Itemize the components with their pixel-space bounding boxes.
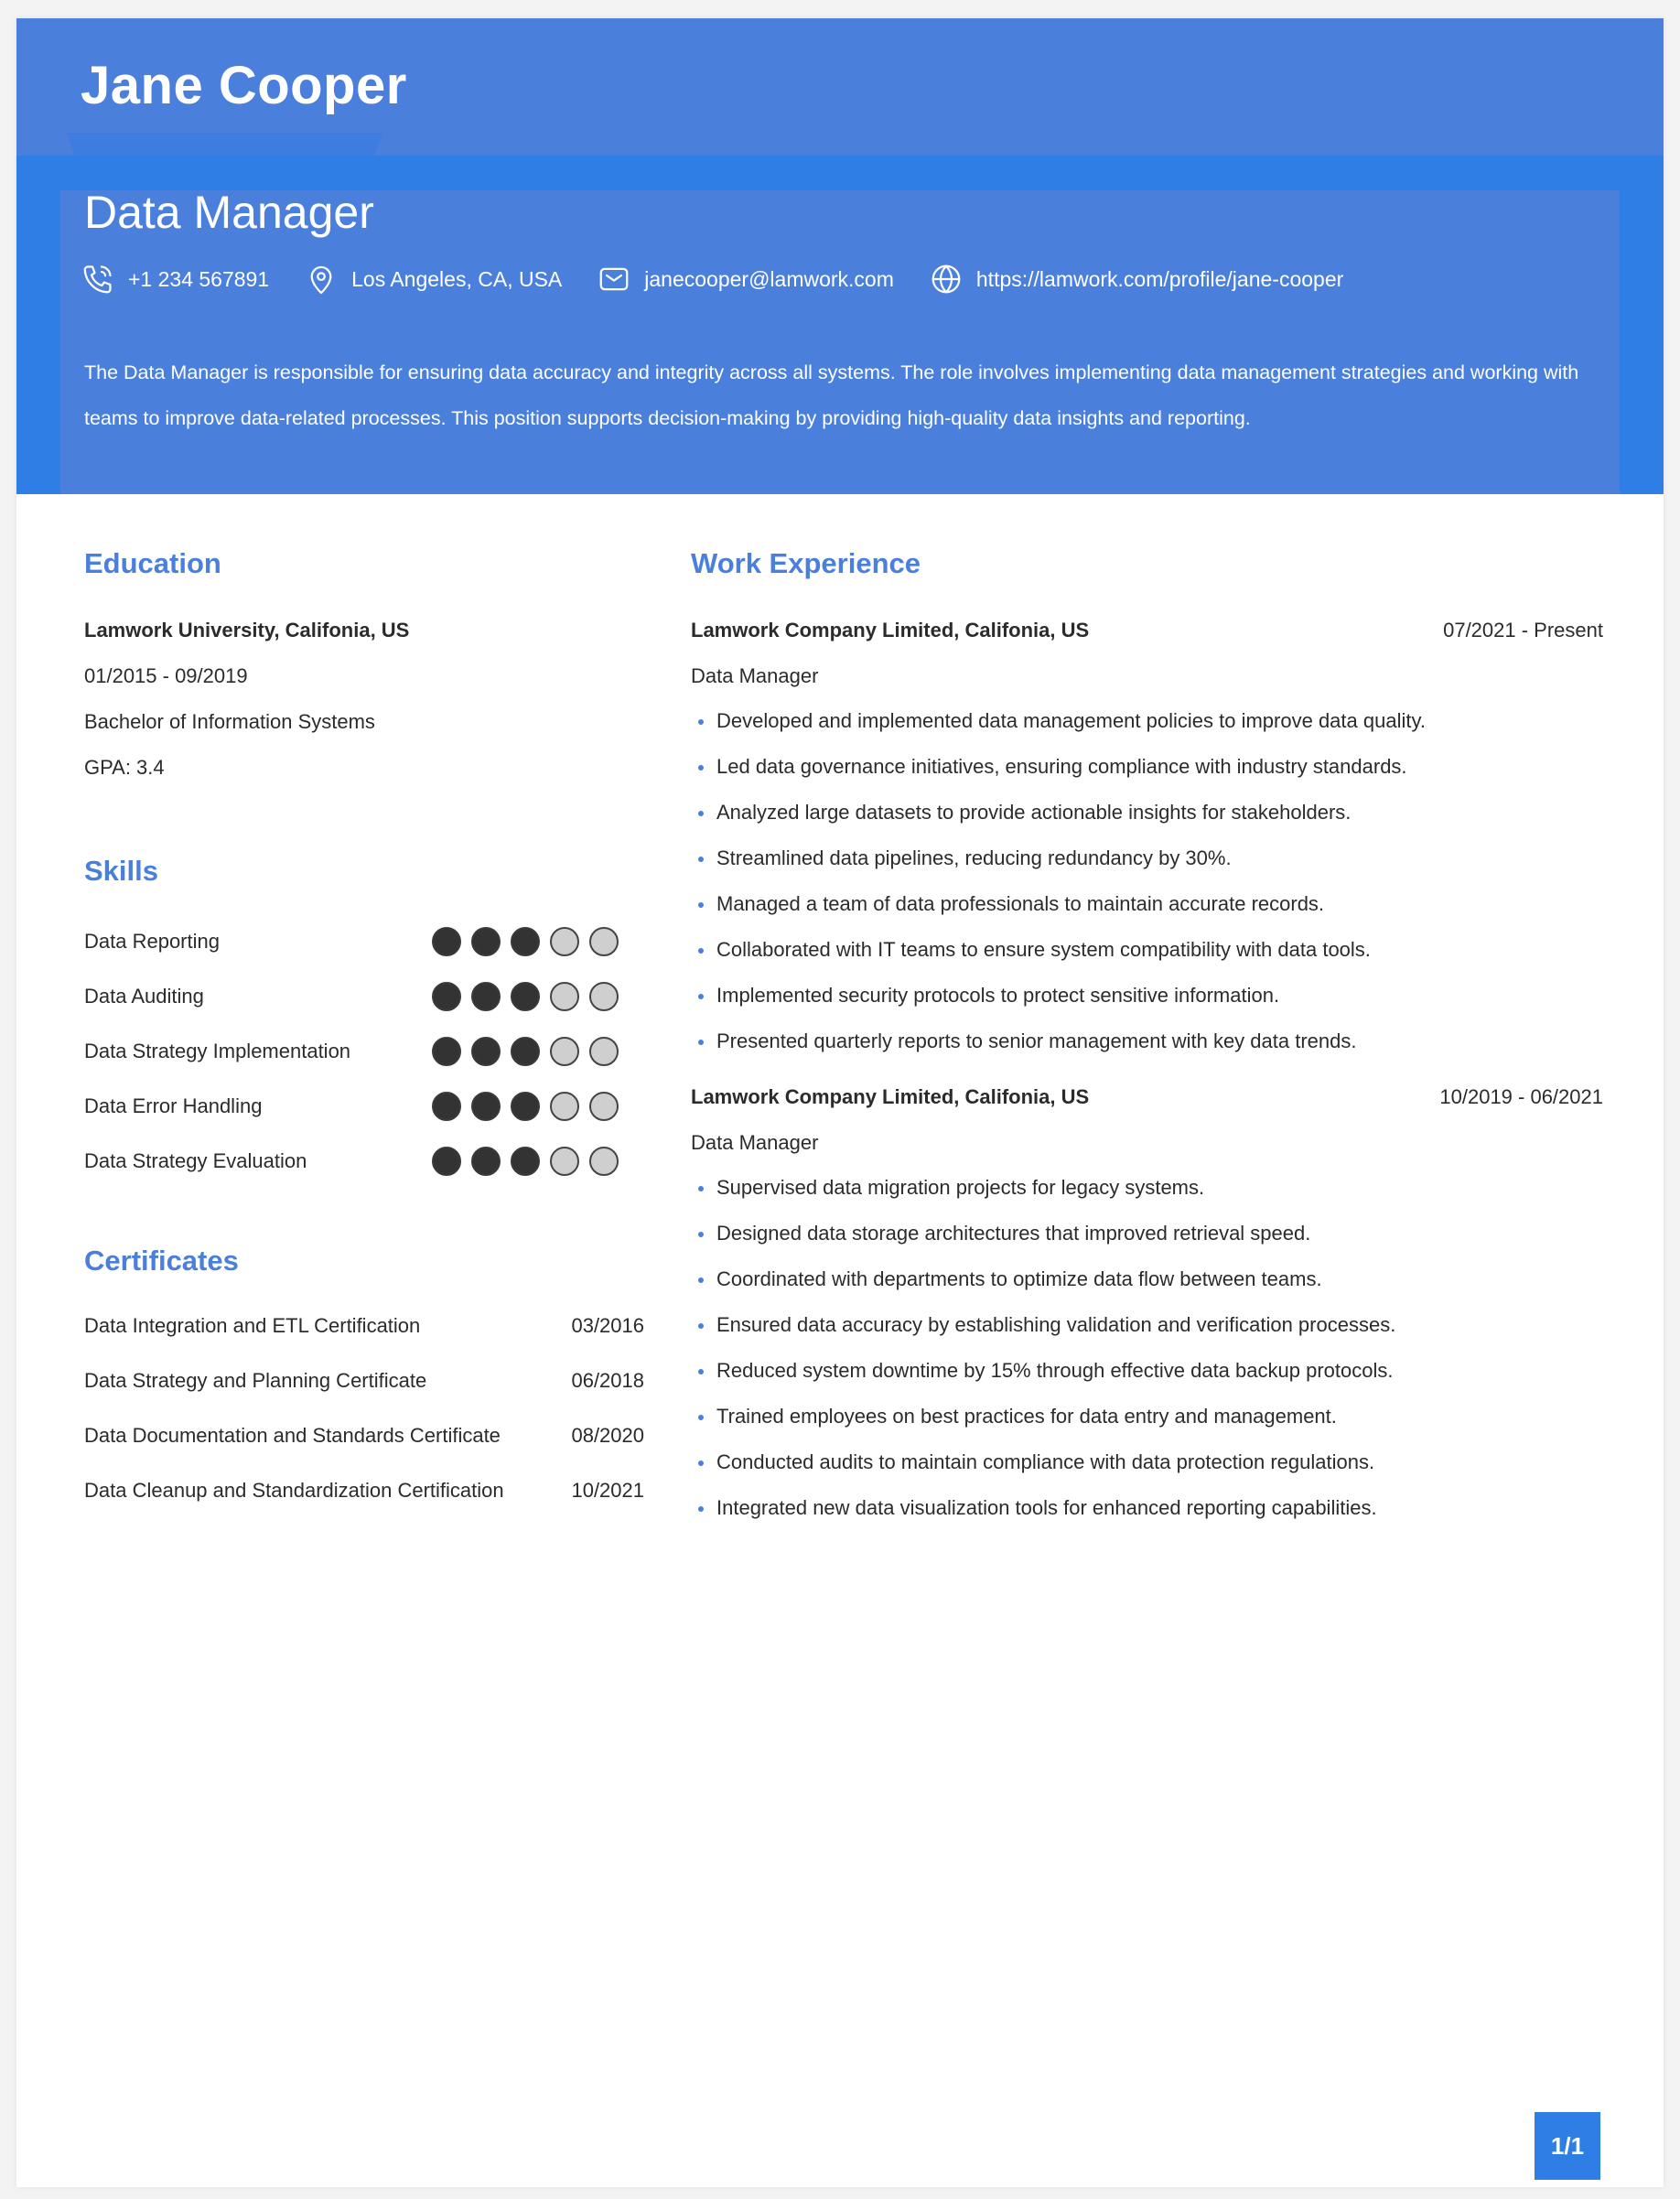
email-text: janecooper@lamwork.com [644,266,894,291]
list-item: Conducted audits to maintain compliance with data protection regulations. [691,1439,1624,1485]
page-indicator: 1/1 [1535,2112,1600,2180]
job-2-role: Data Manager [691,1131,819,1154]
certificate-row [84,1424,644,1461]
education-degree: Bachelor of Information Systems [84,710,375,733]
certificate-row [84,1369,644,1406]
skills-heading: Skills [84,855,158,887]
education-dates: 01/2015 - 09/2019 [84,664,248,687]
rating-dot-filled [511,982,540,1011]
certificate-name: Data Documentation and Standards Certificate [84,1424,501,1447]
contact-website[interactable] [929,262,1343,296]
candidate-name: Jane Cooper [81,56,407,115]
rating-dot-empty [589,982,619,1011]
skill-name: Data Strategy Evaluation [84,1149,307,1172]
rating-dot-filled [471,982,501,1011]
skill-row [84,1034,642,1071]
skill-row [84,1089,642,1126]
rating-dot-filled [432,1147,461,1176]
rating-dot-filled [511,1037,540,1066]
job-1-role: Data Manager [691,664,819,687]
contact-email[interactable] [597,262,894,296]
skill-rating [432,1147,629,1176]
certificates-heading: Certificates [84,1245,239,1277]
list-item: Led data governance initiatives, ensuring compliance with industry standards. [691,744,1624,790]
list-item: Managed a team of data professionals to maintain accurate records. [691,881,1624,927]
certificate-name: Data Integration and ETL Certification [84,1314,421,1337]
rating-dot-empty [589,1092,619,1121]
certificate-date: 06/2018 [571,1369,644,1392]
envelope-icon [597,262,631,296]
rating-dot-filled [432,1092,461,1121]
work-experience-heading: Work Experience [691,547,921,579]
job-2-dates: 10/2019 - 06/2021 [1439,1085,1603,1108]
rating-dot-filled [471,1147,501,1176]
skill-name: Data Strategy Implementation [84,1040,351,1062]
rating-dot-empty [589,1037,619,1066]
skill-name: Data Reporting [84,930,220,953]
rating-dot-empty [550,1147,579,1176]
skill-row [84,979,642,1016]
rating-dot-empty [550,927,579,956]
skill-rating [432,982,629,1011]
skill-rating [432,1092,629,1121]
list-item: Developed and implemented data management policies to improve data quality. [691,698,1624,744]
rating-dot-filled [511,1092,540,1121]
rating-dot-empty [589,927,619,956]
list-item: Presented quarterly reports to senior management with key data trends. [691,1019,1624,1064]
job-2-company: Lamwork Company Limited, Califonia, US [691,1085,1090,1108]
list-item: Reduced system downtime by 15% through effective data backup protocols. [691,1348,1624,1394]
rating-dot-empty [550,1092,579,1121]
skill-row [84,1144,642,1180]
resume-page [16,18,1664,2187]
certificate-name: Data Strategy and Planning Certificate [84,1369,427,1392]
list-item: Implemented security protocols to protect sensitive information. [691,973,1624,1019]
certificate-name: Data Cleanup and Standardization Certification [84,1479,504,1502]
rating-dot-filled [511,927,540,956]
job-1-bullets [691,698,1624,1064]
rating-dot-filled [432,927,461,956]
skill-rating [432,1037,629,1066]
profile-summary: The Data Manager is responsible for ensuring data accuracy and integrity across all systems. The role involves implementing data management strategies and working with teams to improve data-related processes. This position supports decision-making by providing high-quality data insights and reporting. [84,361,1579,429]
contact-phone[interactable] [81,262,269,296]
certificate-date: 03/2016 [571,1314,644,1337]
skill-name: Data Auditing [84,985,204,1008]
list-item: Ensured data accuracy by establishing validation and verification processes. [691,1302,1624,1348]
rating-dot-filled [471,927,501,956]
rating-dot-filled [511,1147,540,1176]
list-item: Collaborated with IT teams to ensure system compatibility with data tools. [691,927,1624,973]
contact-list [81,258,1378,300]
rating-dot-empty [550,1037,579,1066]
skill-rating [432,927,629,956]
list-item: Trained employees on best practices for data entry and management. [691,1394,1624,1439]
job-1-company: Lamwork Company Limited, Califonia, US [691,619,1090,641]
list-item: Integrated new data visualization tools for enhanced reporting capabilities. [691,1485,1624,1531]
rating-dot-filled [432,1037,461,1066]
rating-dot-filled [471,1037,501,1066]
rating-dot-filled [432,982,461,1011]
phone-text: +1 234 567891 [128,266,270,291]
job-title: Data Manager [84,187,374,238]
rating-dot-empty [550,982,579,1011]
education-gpa: GPA: 3.4 [84,756,165,779]
list-item: Designed data storage architectures that improved retrieval speed. [691,1211,1624,1256]
certificate-row [84,1314,644,1351]
location-pin-icon [304,262,339,296]
rating-dot-empty [589,1147,619,1176]
job-1-dates: 07/2021 - Present [1443,619,1603,641]
certificate-row [84,1479,644,1515]
list-item: Supervised data migration projects for legacy systems. [691,1165,1624,1211]
job-2-bullets [691,1165,1624,1531]
education-school: Lamwork University, Califonia, US [84,619,410,641]
location-text: Los Angeles, CA, USA [351,266,563,291]
phone-icon [81,262,115,296]
skill-name: Data Error Handling [84,1094,263,1117]
list-item: Analyzed large datasets to provide actionable insights for stakeholders. [691,790,1624,835]
certificate-date: 10/2021 [571,1479,644,1502]
certificate-date: 08/2020 [571,1424,644,1447]
skill-row [84,924,642,961]
globe-icon [929,262,964,296]
website-text: https://lamwork.com/profile/jane-cooper [975,266,1344,291]
education-heading: Education [84,547,221,579]
rating-dot-filled [471,1092,501,1121]
list-item: Coordinated with departments to optimize data flow between teams. [691,1256,1624,1302]
list-item: Streamlined data pipelines, reducing redundancy by 30%. [691,835,1624,881]
contact-location [304,262,562,296]
